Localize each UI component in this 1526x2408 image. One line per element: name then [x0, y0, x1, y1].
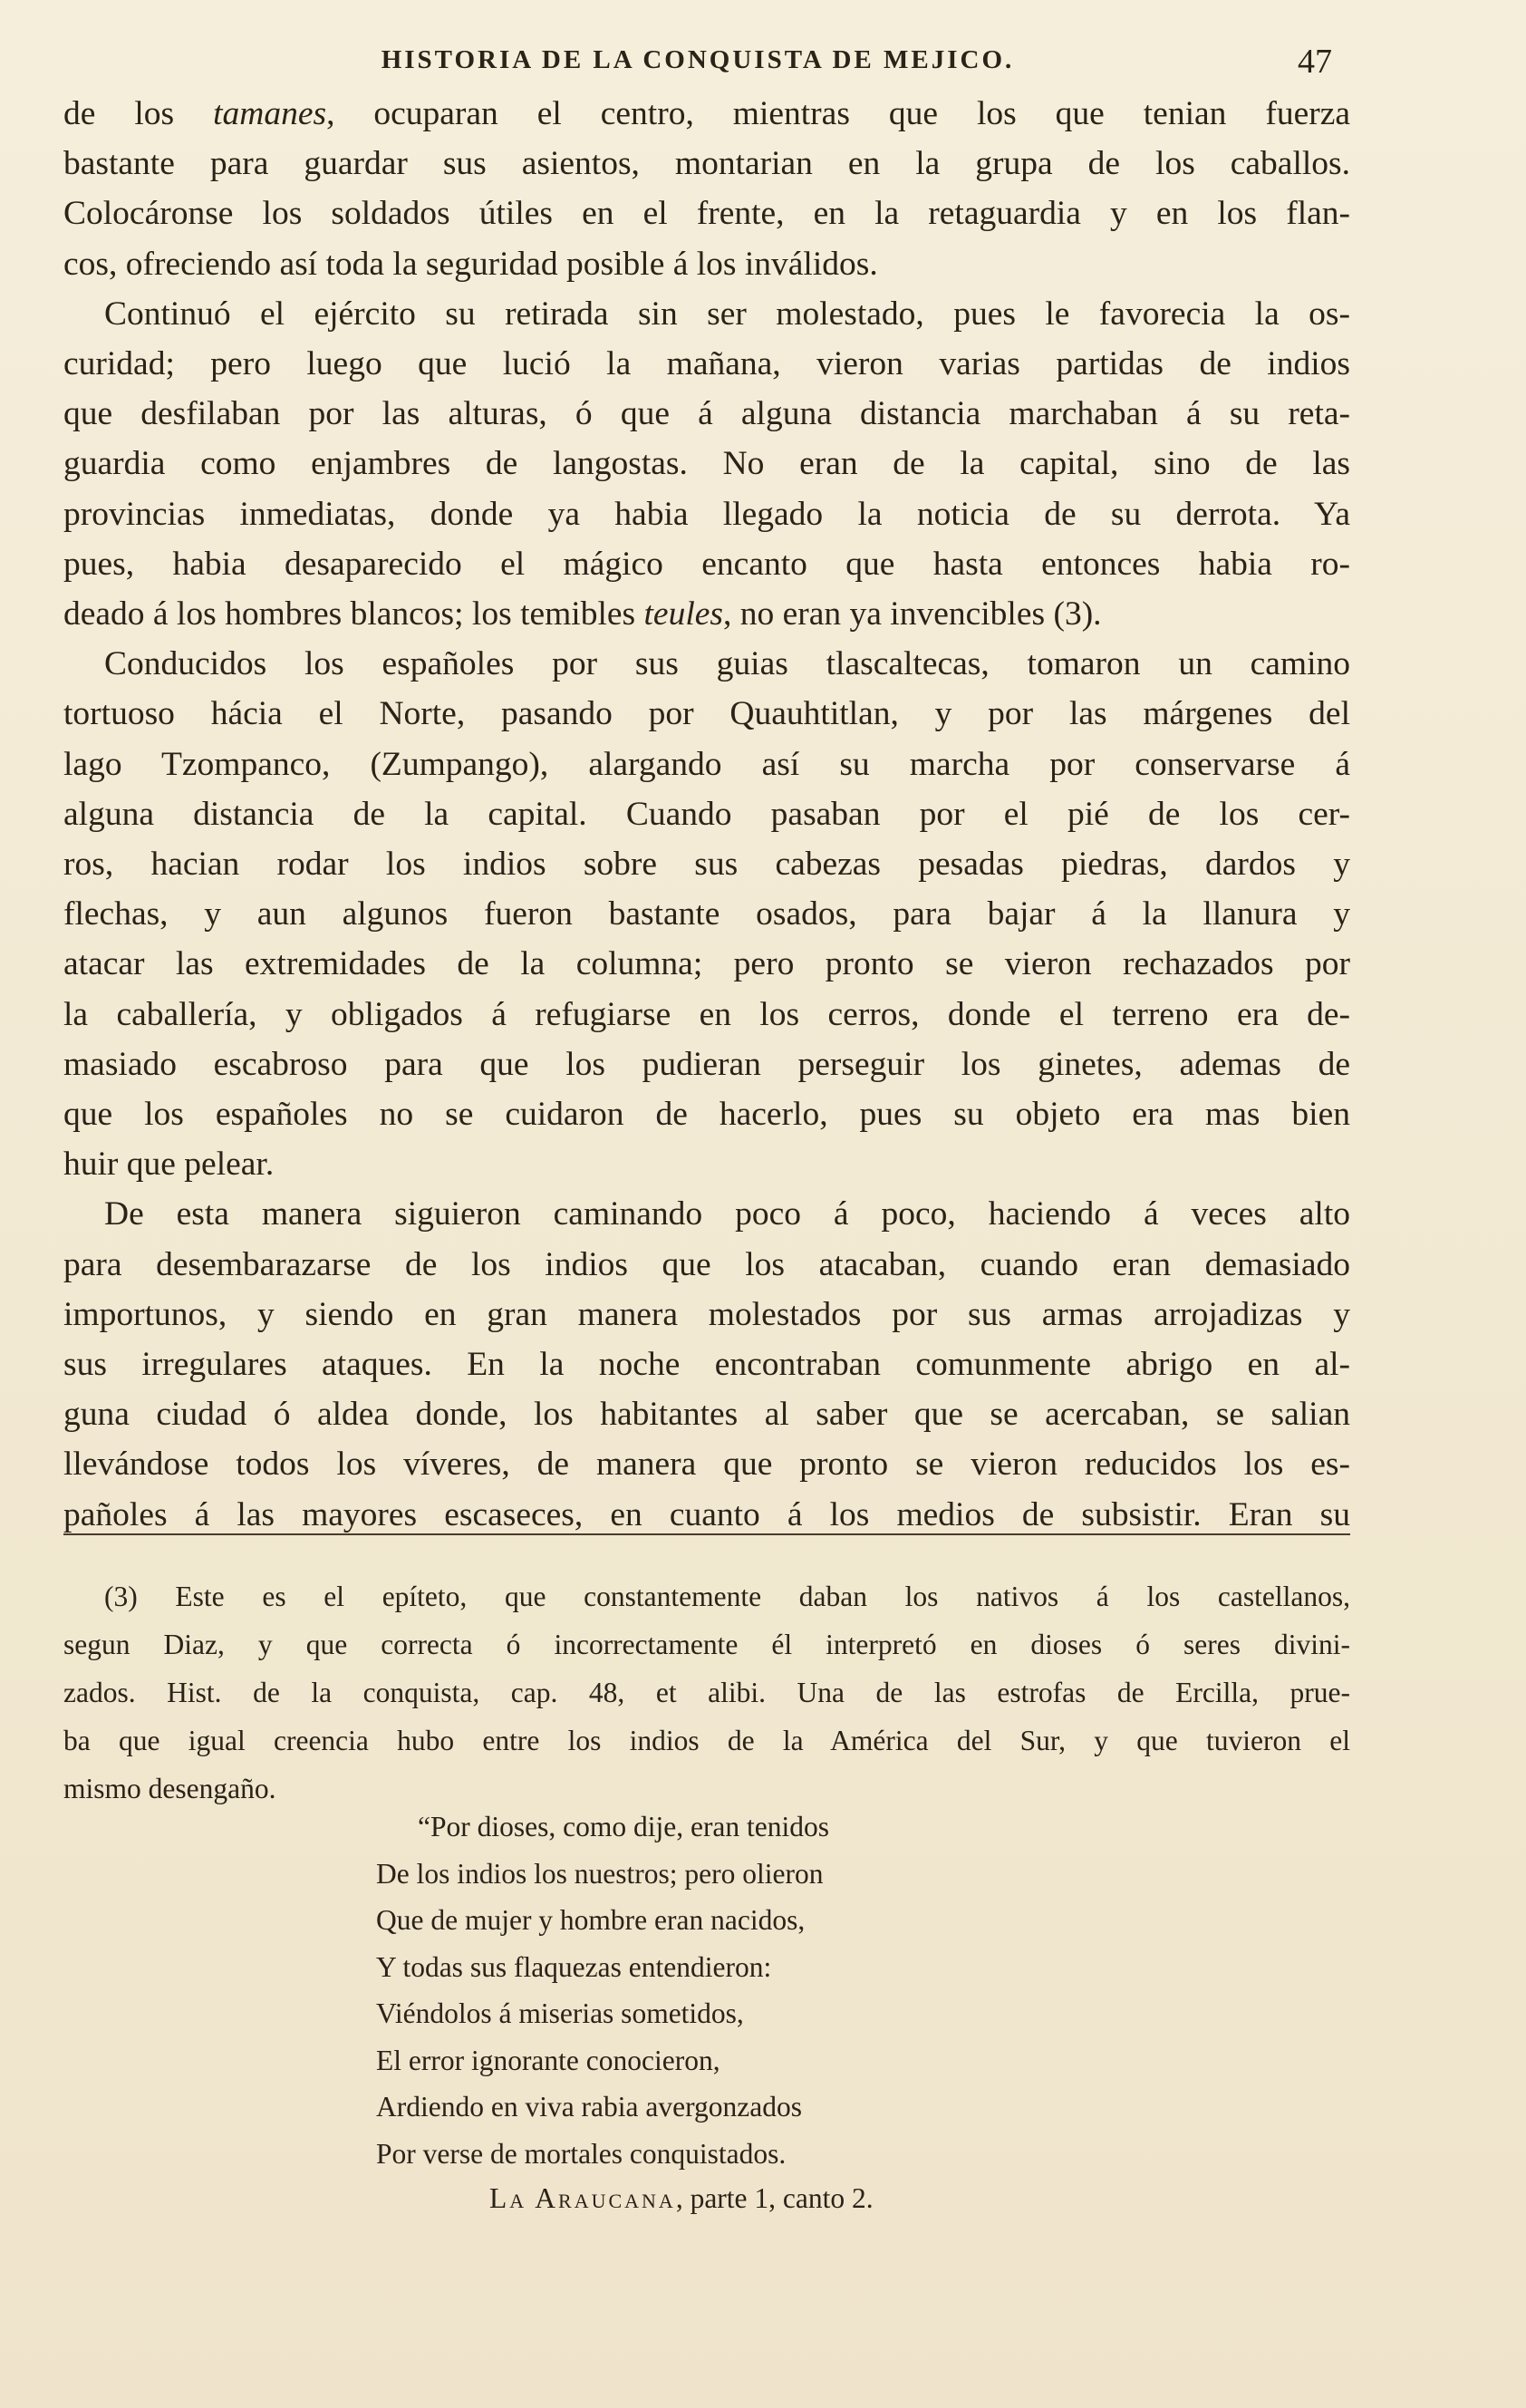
verse-line-2: De los indios los nuestros; pero olieron	[376, 1857, 824, 1890]
paragraph-1-line-3: Colocáronse los soldados útiles en el frente, en la retaguardia y en los flan-	[63, 195, 1350, 233]
italic-term-teules: teules	[643, 595, 723, 633]
paragraph-3-line-10: que los españoles no se cuidaron de hacerlo, pues su objeto era mas bien	[63, 1096, 1350, 1134]
paragraph-4-line-5: guna ciudad ó aldea donde, los habitantes al saber que se acercaban, se salian	[63, 1396, 1350, 1434]
paragraph-2-line-4: guardia como enjambres de langostas. No eran de la capital, sino de las	[63, 445, 1350, 483]
verse-quotation	[376, 1804, 829, 2177]
paragraph-3-line-8: la caballería, y obligados á refugiarse en los cerros, donde el terreno era de-	[63, 995, 1350, 1033]
paragraph-2-line-5: provincias inmediatas, donde ya habia llegado la noticia de su derrota. Ya	[63, 495, 1350, 533]
running-head	[63, 45, 1332, 89]
paragraph-1-line-2: bastante para guardar sus asientos, montarian en la grupa de los caballos.	[63, 145, 1350, 183]
paragraph-3-line-4: alguna distancia de la capital. Cuando pasaban por el pié de los cer-	[63, 795, 1350, 833]
paragraph-3-line-3: lago Tzompanco, (Zumpango), alargando así su marcha por conservarse á	[63, 745, 1350, 783]
italic-term-tamanes: tamanes	[213, 95, 327, 132]
paragraph-3-line-5: ros, hacian rodar los indios sobre sus cabezas pesadas piedras, dardos y	[63, 846, 1350, 884]
verse-line-6: El error ignorante conocieron,	[376, 2044, 720, 2076]
paragraph-3-line-1: Conducidos los españoles por sus guias tlascaltecas, tomaron un camino	[104, 645, 1350, 683]
verse-line-5: Viéndolos á miserias sometidos,	[376, 1997, 744, 2029]
paragraph-3-line-6: flechas, y aun algunos fueron bastante osados, para bajar á la llanura y	[63, 895, 1350, 933]
verse-line-8: Por verse de mortales conquistados.	[376, 2137, 787, 2170]
verse-line-4: Y todas sus flaquezas entendieron:	[376, 1950, 772, 1983]
footnote-line-3: zados. Hist. de la conquista, cap. 48, et alibi. Una de las estrofas de Ercilla, prue-	[63, 1677, 1350, 1708]
paragraph-4-line-2: para desembarazarse de los indios que los atacaban, cuando eran demasiado	[63, 1245, 1350, 1283]
verse-line-3: Que de mujer y hombre eran nacidos,	[376, 1904, 806, 1936]
footnote-line-1: (3) Este es el epíteto, que constantemente daban los nativos á los castellanos,	[104, 1581, 1350, 1612]
paragraph-2-line-6: pues, habia desaparecido el mágico encanto que hasta entonces habia ro-	[63, 545, 1350, 583]
verse-attribution	[489, 2182, 874, 2215]
paragraph-4-line-7: pañoles á las mayores escaseces, en cuanto á los medios de subsistir. Eran su	[63, 1495, 1350, 1533]
running-title: HISTORIA DE LA CONQUISTA DE MEJICO.	[381, 45, 1015, 74]
paragraph-4-line-6: llevándose todos los víveres, de manera que pronto se vieron reducidos los es-	[63, 1446, 1350, 1484]
verse-line-1: “Por dioses, como dije, eran tenidos	[418, 1811, 830, 1842]
paragraph-2-line-1: Continuó el ejército su retirada sin ser molestado, pues le favorecia la os-	[104, 295, 1350, 333]
paragraph-2-line-3: que desfilaban por las alturas, ó que á alguna distancia marchaban á su reta-	[63, 395, 1350, 433]
attribution-work-title: La Araucana	[489, 2182, 676, 2214]
footnote-line-2: segun Diaz, y que correcta ó incorrectamente él interpretó en dioses ó seres divini-	[63, 1629, 1350, 1660]
footnote-line-4: ba que igual creencia hubo entre los indios de la América del Sur, y que tuvieron el	[63, 1725, 1350, 1756]
body-text	[63, 89, 1350, 1540]
paragraph-2-line-2: curidad; pero luego que lució la mañana, vieron varias partidas de indios	[63, 345, 1350, 383]
paragraph-3-line-2: tortuoso hácia el Norte, pasando por Quauhtitlan, y por las márgenes del	[63, 695, 1350, 733]
footnote-line-5: mismo desengaño.	[63, 1773, 276, 1804]
paragraph-4-line-1: De esta manera siguieron caminando poco á poco, haciendo á veces alto	[104, 1195, 1350, 1233]
paragraph-3-line-7: atacar las extremidades de la columna; pero pronto se vieron rechazados por	[63, 945, 1350, 983]
footnote-separator	[63, 1533, 1350, 1535]
paragraph-3-line-11: huir que pelear.	[63, 1146, 275, 1184]
paragraph-1-line-4: cos, ofreciendo así toda la seguridad posible á los inválidos.	[63, 245, 878, 283]
page-number: 47	[1298, 43, 1332, 81]
paragraph-3-line-9: masiado escabroso para que los pudieran perseguir los ginetes, ademas de	[63, 1045, 1350, 1083]
attribution-location: , parte 1, canto 2.	[675, 2182, 874, 2214]
paragraph-2-line-7: deado á los hombres blancos; los temibles teules, no eran ya invencibles (3).	[63, 595, 1102, 633]
verse-line-7: Ardiendo en viva rabia avergonzados	[376, 2091, 802, 2123]
footnote-3	[63, 1572, 1350, 1813]
paragraph-4-line-3: importunos, y siendo en gran manera molestados por sus armas arrojadizas y	[63, 1295, 1350, 1333]
paragraph-4-line-4: sus irregulares ataques. En la noche encontraban comunmente abrigo en al-	[63, 1346, 1350, 1384]
paragraph-1-line-1: de los tamanes, ocuparan el centro, mientras que los que tenian fuerza	[63, 95, 1350, 132]
